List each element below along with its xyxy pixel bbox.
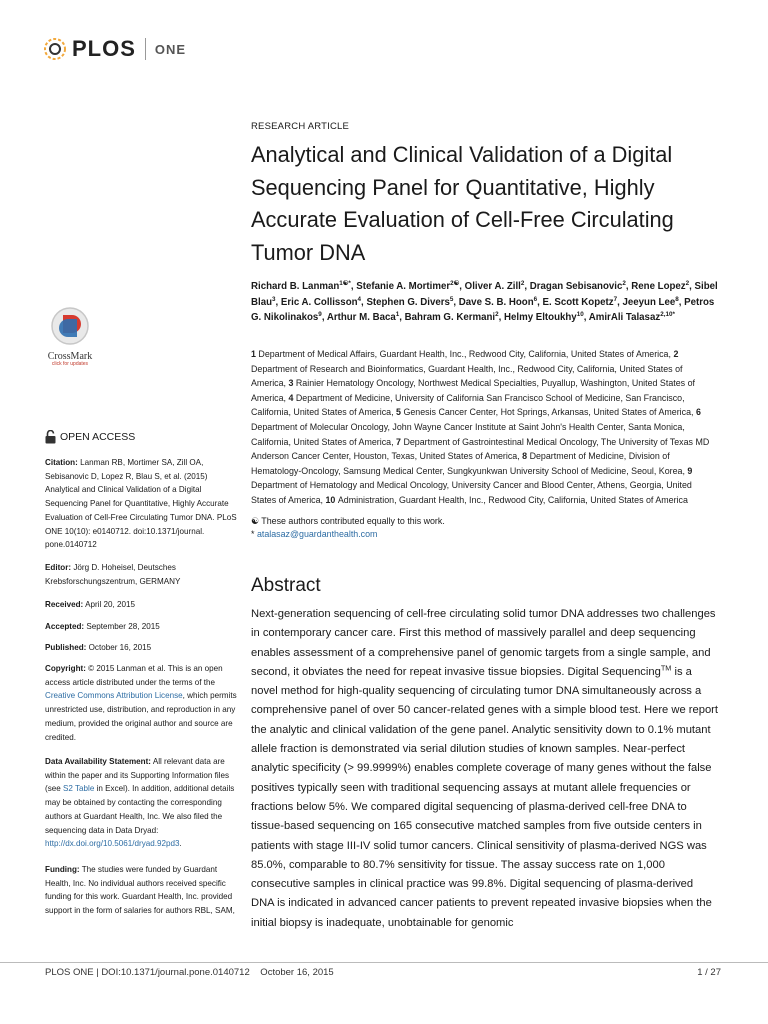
footer-citation: PLOS ONE | DOI:10.1371/journal.pone.0140712 October 16, 2015 [45, 967, 334, 978]
author-affiliation-sup: 2 [495, 310, 499, 318]
author-affiliation-sup: 2 [520, 279, 525, 287]
author-name: Jeeyun Lee [622, 296, 676, 308]
data-availability-block: Data Availability Statement: All relevant data are within the paper and its Supporting Information files (see S2 Table in Excel). In addition, additional details may be obtained by contacting the corresponding authors at Guardant Health, Inc. We also filed the sequencing data in Data Dryad: http://dx.doi.org/10.5061/dryad.92pd3. [45, 757, 235, 849]
author-affiliation-sup: 2 [622, 279, 626, 287]
corresponding-note: * atalasaz@guardanthealth.com [251, 528, 378, 539]
affiliation-text: Rainier Hematology Oncology, Northwest Medical Specialties, Puyallup, Washington, United States of America, [251, 378, 695, 403]
article-type: RESEARCH ARTICLE [251, 121, 350, 132]
author-name: E. Scott Kopetz [542, 296, 614, 308]
affiliation-number: 7 [396, 436, 404, 447]
author-affiliation-sup: 6 [533, 295, 538, 303]
affiliation-number: 3 [288, 378, 296, 389]
affiliation-number: 2 [673, 349, 679, 359]
affiliation-text: Administration, Guardant Health, Inc., Redwood City, California, United States of America [337, 494, 688, 505]
plos-logo-icon [42, 36, 68, 62]
affiliation-text: Department of Research and Bioinformatics, Guardant Health, Inc., Redwood City, California, United States of America, [251, 363, 683, 389]
affiliation-text: Department of Molecular Oncology, John Wayne Cancer Institute at Saint John's Health Center, Santa Monica, California, United States of America, [251, 421, 685, 447]
author-notes [251, 515, 719, 541]
affiliation-text: Department of Medical Affairs, Guardant Health, Inc., Redwood City, California, United States of America, [258, 349, 671, 359]
journal-sub: ONE [154, 41, 187, 57]
article-title: Analytical and Clinical Validation of a Digital Sequencing Panel for Quantitative, Highly Accurate Evaluation of Cell-Free Circulating Tumor DNA [251, 142, 674, 265]
author-affiliation-sup: 8 [675, 295, 679, 303]
author-name: Stephen G. Divers [366, 296, 450, 308]
affiliation-number: 9 [687, 465, 693, 476]
affiliation-number: 10 [325, 494, 338, 505]
affiliation-number: 1 [251, 349, 259, 359]
author-name: Eric A. Collisson [280, 296, 358, 308]
author-affiliation-sup: 10 [576, 310, 584, 318]
affiliation-text: Department of Medicine, Division of Hematology-Oncology, Samsung Medical Center, Sungkyunkwan University School of Medicine, Seoul, Korea, [251, 451, 685, 476]
page-number: 1 / 27 [697, 967, 721, 978]
affiliation-text: Genesis Cancer Center, Hot Springs, Arkansas, United States of America, [403, 407, 694, 418]
received-block: Received: April 20, 2015 [45, 600, 136, 609]
equal-contribution-note: ☯ These authors contributed equally to this work. [251, 516, 445, 526]
crossmark-label: CrossMark [47, 351, 93, 362]
journal-logo [42, 36, 186, 62]
crossmark-badge[interactable] [45, 306, 95, 367]
abstract-heading: Abstract [251, 575, 321, 596]
author-affiliation-sup: 2☯ [450, 279, 460, 287]
funding-block: Funding: The studies were funded by Guardant Health, Inc. No individual authors received specific funding for this work. Guardant Health, Inc. provided support in the form of salaries for authors RBL, SAM, [45, 865, 235, 916]
author-affiliation-sup: 1☯* [339, 279, 351, 287]
accepted-block: Accepted: September 28, 2015 [45, 622, 160, 631]
crossmark-sub: click for updates [51, 361, 89, 367]
author-affiliation-sup: 4 [357, 295, 362, 303]
editor-block: Editor: Jörg D. Hoheisel, Deutsches Krebsforschungszentrum, GERMANY [45, 563, 181, 586]
author-affiliation-sup: 1 [395, 310, 400, 318]
affiliation-text: Department of Hematology and Medical Oncology, University Cancer and Blood Center, Athens, Georgia, United States of America, [251, 480, 692, 505]
author-name: Bahram G. Kermani [404, 312, 496, 324]
affiliation-number: 5 [396, 407, 404, 418]
open-lock-icon [45, 430, 56, 444]
s2-table-link[interactable]: S2 Table [63, 784, 95, 794]
affiliation-text: Department of Gastrointestinal Medical Oncology, The University of Texas MD Anderson Cancer Center, Houston, Texas, United States of America, [251, 436, 710, 462]
affiliation-number: 4 [288, 392, 296, 403]
author-name: Helmy Eltoukhy [504, 312, 577, 324]
author-name: AmirAli Talasaz [588, 312, 661, 324]
author-name: Dragan Sebisanovic [529, 281, 623, 292]
license-link[interactable]: Creative Commons Attribution License [45, 691, 183, 701]
author-name: Petros G. Nikolinakos [251, 296, 715, 324]
crossmark-icon [50, 306, 90, 346]
author-name: Sibel Blau [251, 281, 718, 308]
author-list: Richard B. Lanman$^{1☯*}$, Stefanie A. Mortimer$^{2☯}$, Oliver A. Zill$^2$, Dragan Sebisanovic$^2$, Rene Lopez$^2$, Sibel Blau$^3$, Eric A. Collisson$^4$, Stephen G. Divers$^5$, Dave S. B. Hoon$^6$, E. Scott Kopetz$^7$, Jeeyun Lee$^8$, Petros G. Nikolinakos$^9$, Arthur M. Baca$^1$, Bahram G. Kermani$^2$, Helmy Eltoukhy$^{10}$, AmirAli Talasaz$^{2,10*}$ [251, 279, 718, 324]
logo-divider [145, 38, 146, 60]
author-name: Oliver A. Zill [464, 281, 521, 292]
affiliation-text: Department of Medicine, University of California San Francisco School of Medicine, San Francisco, California, United States of America, [251, 392, 685, 418]
author-name: Stefanie A. Mortimer [356, 281, 451, 292]
corresponding-email-link[interactable]: atalasaz@guardanthealth.com [256, 528, 378, 539]
author-affiliation-sup: 7 [613, 295, 618, 303]
affiliation-number: 8 [522, 451, 530, 462]
copyright-block: Copyright: © 2015 Lanman et al. This is an open access article distributed under the terms of the Creative Commons Attribution License, which permits unrestricted use, distribution, and reproduction in any medium, provided the original author and source are credited. [45, 664, 237, 742]
author-name: Arthur M. Baca [326, 312, 396, 324]
open-access-badge [45, 430, 135, 444]
author-affiliation-sup: 5 [449, 295, 454, 303]
citation-block: Citation: Lanman RB, Mortimer SA, Zill OA, Sebisanovic D, Lopez R, Blau S, et al. (2015) Analytical and Clinical Validation of a Digital Sequencing Panel for Quantitative, Highly Accurate Evaluation of Cell-Free Circulating Tumor DNA. PLoS ONE 10(10): e0140712. doi:10.1371/journal. pone.0140712 [45, 458, 237, 550]
open-access-label: OPEN ACCESS [60, 431, 136, 443]
author-name: Richard B. Lanman [251, 281, 340, 292]
published-block: Published: October 16, 2015 [45, 643, 152, 652]
author-name: Rene Lopez [631, 281, 686, 292]
author-affiliation-sup: 2,10* [660, 310, 675, 318]
abstract-text: Next-generation sequencing of cell-free circulating solid tumor DNA addresses two challenges in contemporary cancer care. First this method of massively parallel and deep sequencing enables assessment of a comprehensive panel of genomic targets from a single sample, and second, it obviates the need for repeat invasive tissue biopsies. Digital Sequencing™ is a novel method for high-quality sequencing of circulating tumor DNA simultaneously across a comprehensive panel of over 50 cancer-related genes with a simple blood test. Here we report the analytic and clinical validation of the gene panel. Analytic sensitivity down to 0.1% mutant allele fraction is demonstrated via serial dilution studies of known samples. Near-perfect analytic specificity (> 99.9999%) enables complete coverage of many genes without the false positives typically seen with traditional sequencing assays at mutant allele frequencies or fractions below 5%. We compared digital sequencing of plasma-derived cell-free DNA to tissue-based sequencing on 165 consecutive matched samples from five outside centers in patients with stage III-IV solid tumor cancers. Clinical sensitivity of plasma-derived NGS was 85.0%, comparable to 80.7% sensitivity for tissue. The assay success rate on 1,000 consecutive samples in clinical practice was 99.8%. Digital sequencing of plasma-derived DNA is indicated in advanced cancer patients to prevent repeated invasive biopsies when the initial biopsy is inadequate, unobtainable for genomic [251, 608, 719, 929]
affiliation-number: 6 [695, 407, 701, 418]
author-name: Dave S. B. Hoon [458, 296, 534, 308]
author-affiliation-sup: 9 [318, 310, 322, 318]
journal-name: PLOS [72, 36, 136, 61]
dryad-link[interactable]: http://dx.doi.org/10.5061/dryad.92pd3 [45, 839, 180, 849]
affiliation-list [251, 347, 719, 508]
author-affiliation-sup: 2 [685, 279, 690, 287]
author-affiliation-sup: 3 [272, 295, 276, 303]
footer-rule [0, 962, 768, 963]
